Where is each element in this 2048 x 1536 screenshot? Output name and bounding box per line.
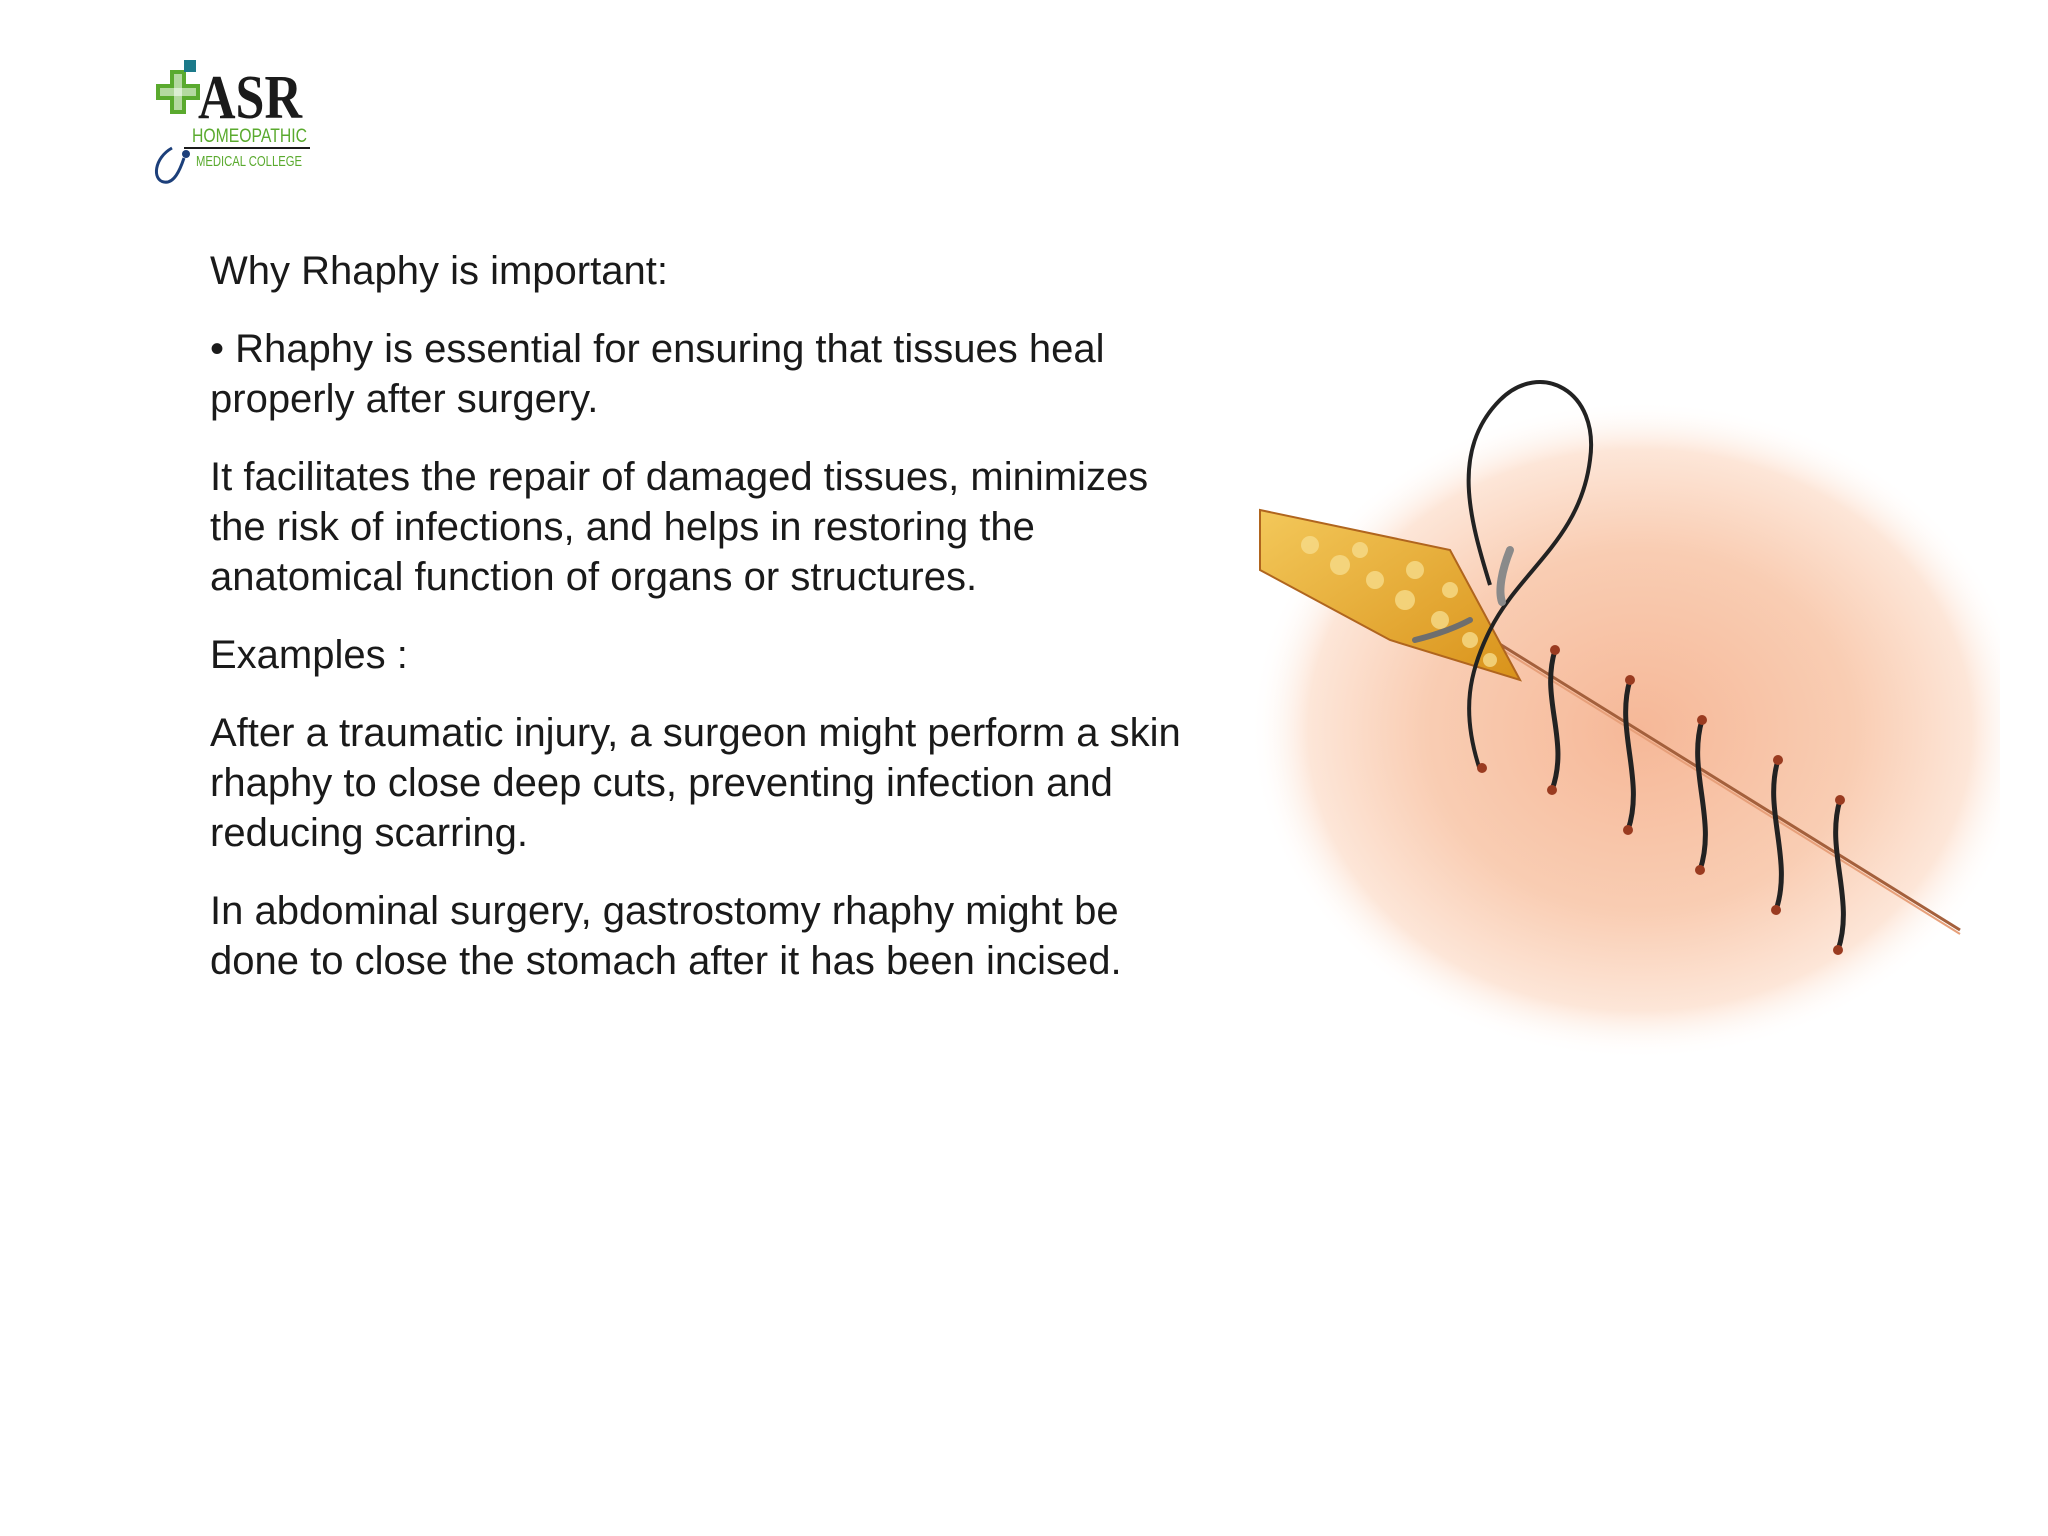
cross-stethoscope-logo-icon bbox=[150, 30, 340, 195]
cross-icon bbox=[156, 60, 200, 114]
example-traumatic-injury: After a traumatic injury, a surgeon might perform a skin rhaphy to close deep cuts, preventing infection and reducing scarring. bbox=[210, 711, 1181, 855]
logo-line2: MEDICAL COLLEGE bbox=[196, 153, 302, 170]
examples-heading: Examples : bbox=[210, 633, 408, 677]
logo-line1: HOMEOPATHIC bbox=[192, 126, 307, 147]
example-abdominal-surgery: In abdominal surgery, gastrostomy rhaphy might be done to close the stomach after it has been incised. bbox=[210, 889, 1122, 983]
suture-illustration bbox=[1240, 370, 2000, 1110]
suture-illustration-icon bbox=[1240, 370, 2000, 1110]
stethoscope-icon bbox=[156, 148, 184, 182]
heading: Why Rhaphy is important: bbox=[210, 249, 668, 293]
bullet-point: • Rhaphy is essential for ensuring that tissues heal properly after surgery. bbox=[210, 327, 1105, 421]
logo-name: ASR bbox=[198, 64, 304, 132]
college-logo bbox=[150, 30, 340, 195]
slide-content bbox=[210, 246, 1210, 1014]
paragraph-benefits: It facilitates the repair of damaged tissues, minimizes the risk of infections, and helps in restoring the anatomical function of organs or structures. bbox=[210, 455, 1149, 599]
